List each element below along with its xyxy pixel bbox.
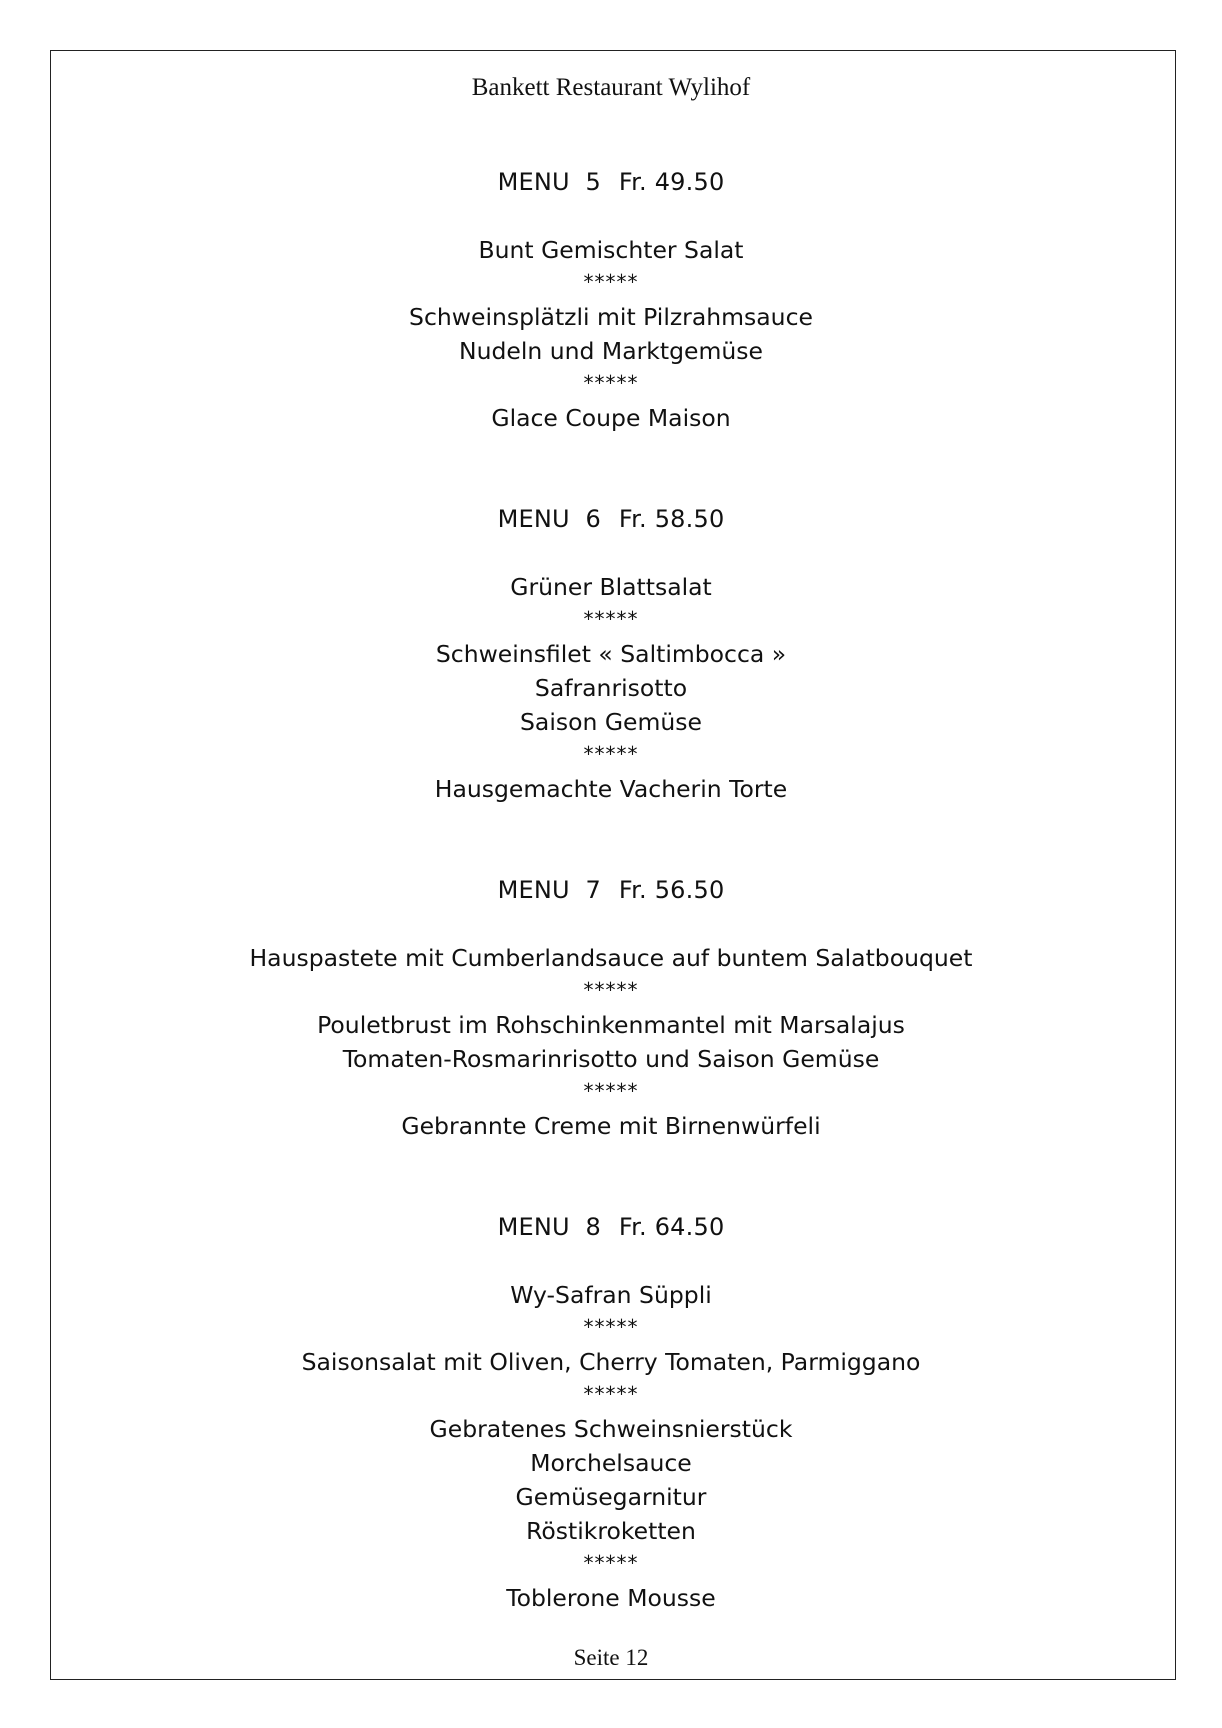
- course-separator: *****: [583, 270, 639, 294]
- menu-number: 5: [585, 168, 601, 196]
- course-separator: *****: [583, 1079, 639, 1103]
- menu-label: MENU: [497, 876, 570, 904]
- menu-7-course-line: Hauspastete mit Cumberlandsauce auf buntem Salatbouquet: [249, 944, 973, 972]
- menu-8-course-line: Wy-Safran Süppli: [510, 1281, 712, 1309]
- course-separator: *****: [583, 742, 639, 766]
- menu-8-course-line: Toblerone Mousse: [506, 1584, 716, 1612]
- menu-6-course-line: Saison Gemüse: [520, 708, 702, 736]
- menu-label: MENU: [497, 1213, 570, 1241]
- menu-5-course-line: Schweinsplätzli mit Pilzrahmsauce: [409, 303, 813, 331]
- course-separator: *****: [583, 978, 639, 1002]
- menu-6-course-line: Safranrisotto: [534, 674, 688, 702]
- menu-8-course-line: Gebratenes Schweinsnierstück: [429, 1415, 793, 1443]
- course-separator: *****: [583, 1551, 639, 1575]
- course-separator: *****: [583, 1315, 639, 1339]
- course-separator: *****: [583, 1382, 639, 1406]
- menu-label: MENU: [497, 505, 570, 533]
- menu-5-course-line: Glace Coupe Maison: [491, 404, 731, 432]
- menu-8-course-line: Röstikroketten: [526, 1517, 696, 1545]
- menu-8-course-line: Gemüsegarnitur: [515, 1483, 707, 1511]
- menu-price: Fr. 49.50: [618, 168, 725, 196]
- menu-8-course-line: Morchelsauce: [530, 1449, 692, 1477]
- menu-7-course-line: Pouletbrust im Rohschinkenmantel mit Marsalajus: [317, 1011, 905, 1039]
- menu-number: 6: [585, 505, 601, 533]
- menu-price: Fr. 58.50: [618, 505, 725, 533]
- menu-number: 7: [585, 876, 601, 904]
- menu-5-course-line: Nudeln und Marktgemüse: [459, 337, 763, 365]
- menu-6-title: [0, 505, 1222, 533]
- menu-5-course-line: Bunt Gemischter Salat: [478, 236, 744, 264]
- menu-8-course-line: Saisonsalat mit Oliven, Cherry Tomaten, Parmiggano: [301, 1348, 921, 1376]
- menu-7-course-line: Gebrannte Creme mit Birnenwürfeli: [401, 1112, 821, 1140]
- course-separator: *****: [583, 607, 639, 631]
- menu-6-course-line: Grüner Blattsalat: [510, 573, 712, 601]
- menu-7-course-line: Tomaten-Rosmarinrisotto und Saison Gemüse: [342, 1045, 880, 1073]
- menu-label: MENU: [497, 168, 570, 196]
- menu-number: 8: [585, 1213, 601, 1241]
- page-number: Seite 12: [573, 1645, 649, 1670]
- menu-price: Fr. 64.50: [618, 1213, 725, 1241]
- menu-6-course-line: Hausgemachte Vacherin Torte: [434, 775, 788, 803]
- page-header-title: Bankett Restaurant Wylihof: [471, 74, 751, 101]
- menu-6-course-line: Schweinsfilet « Saltimbocca »: [435, 640, 787, 668]
- menu-8-title: [0, 1213, 1222, 1241]
- course-separator: *****: [583, 371, 639, 395]
- menu-price: Fr. 56.50: [618, 876, 725, 904]
- menu-7-title: [0, 876, 1222, 904]
- menu-5-title: [0, 168, 1222, 196]
